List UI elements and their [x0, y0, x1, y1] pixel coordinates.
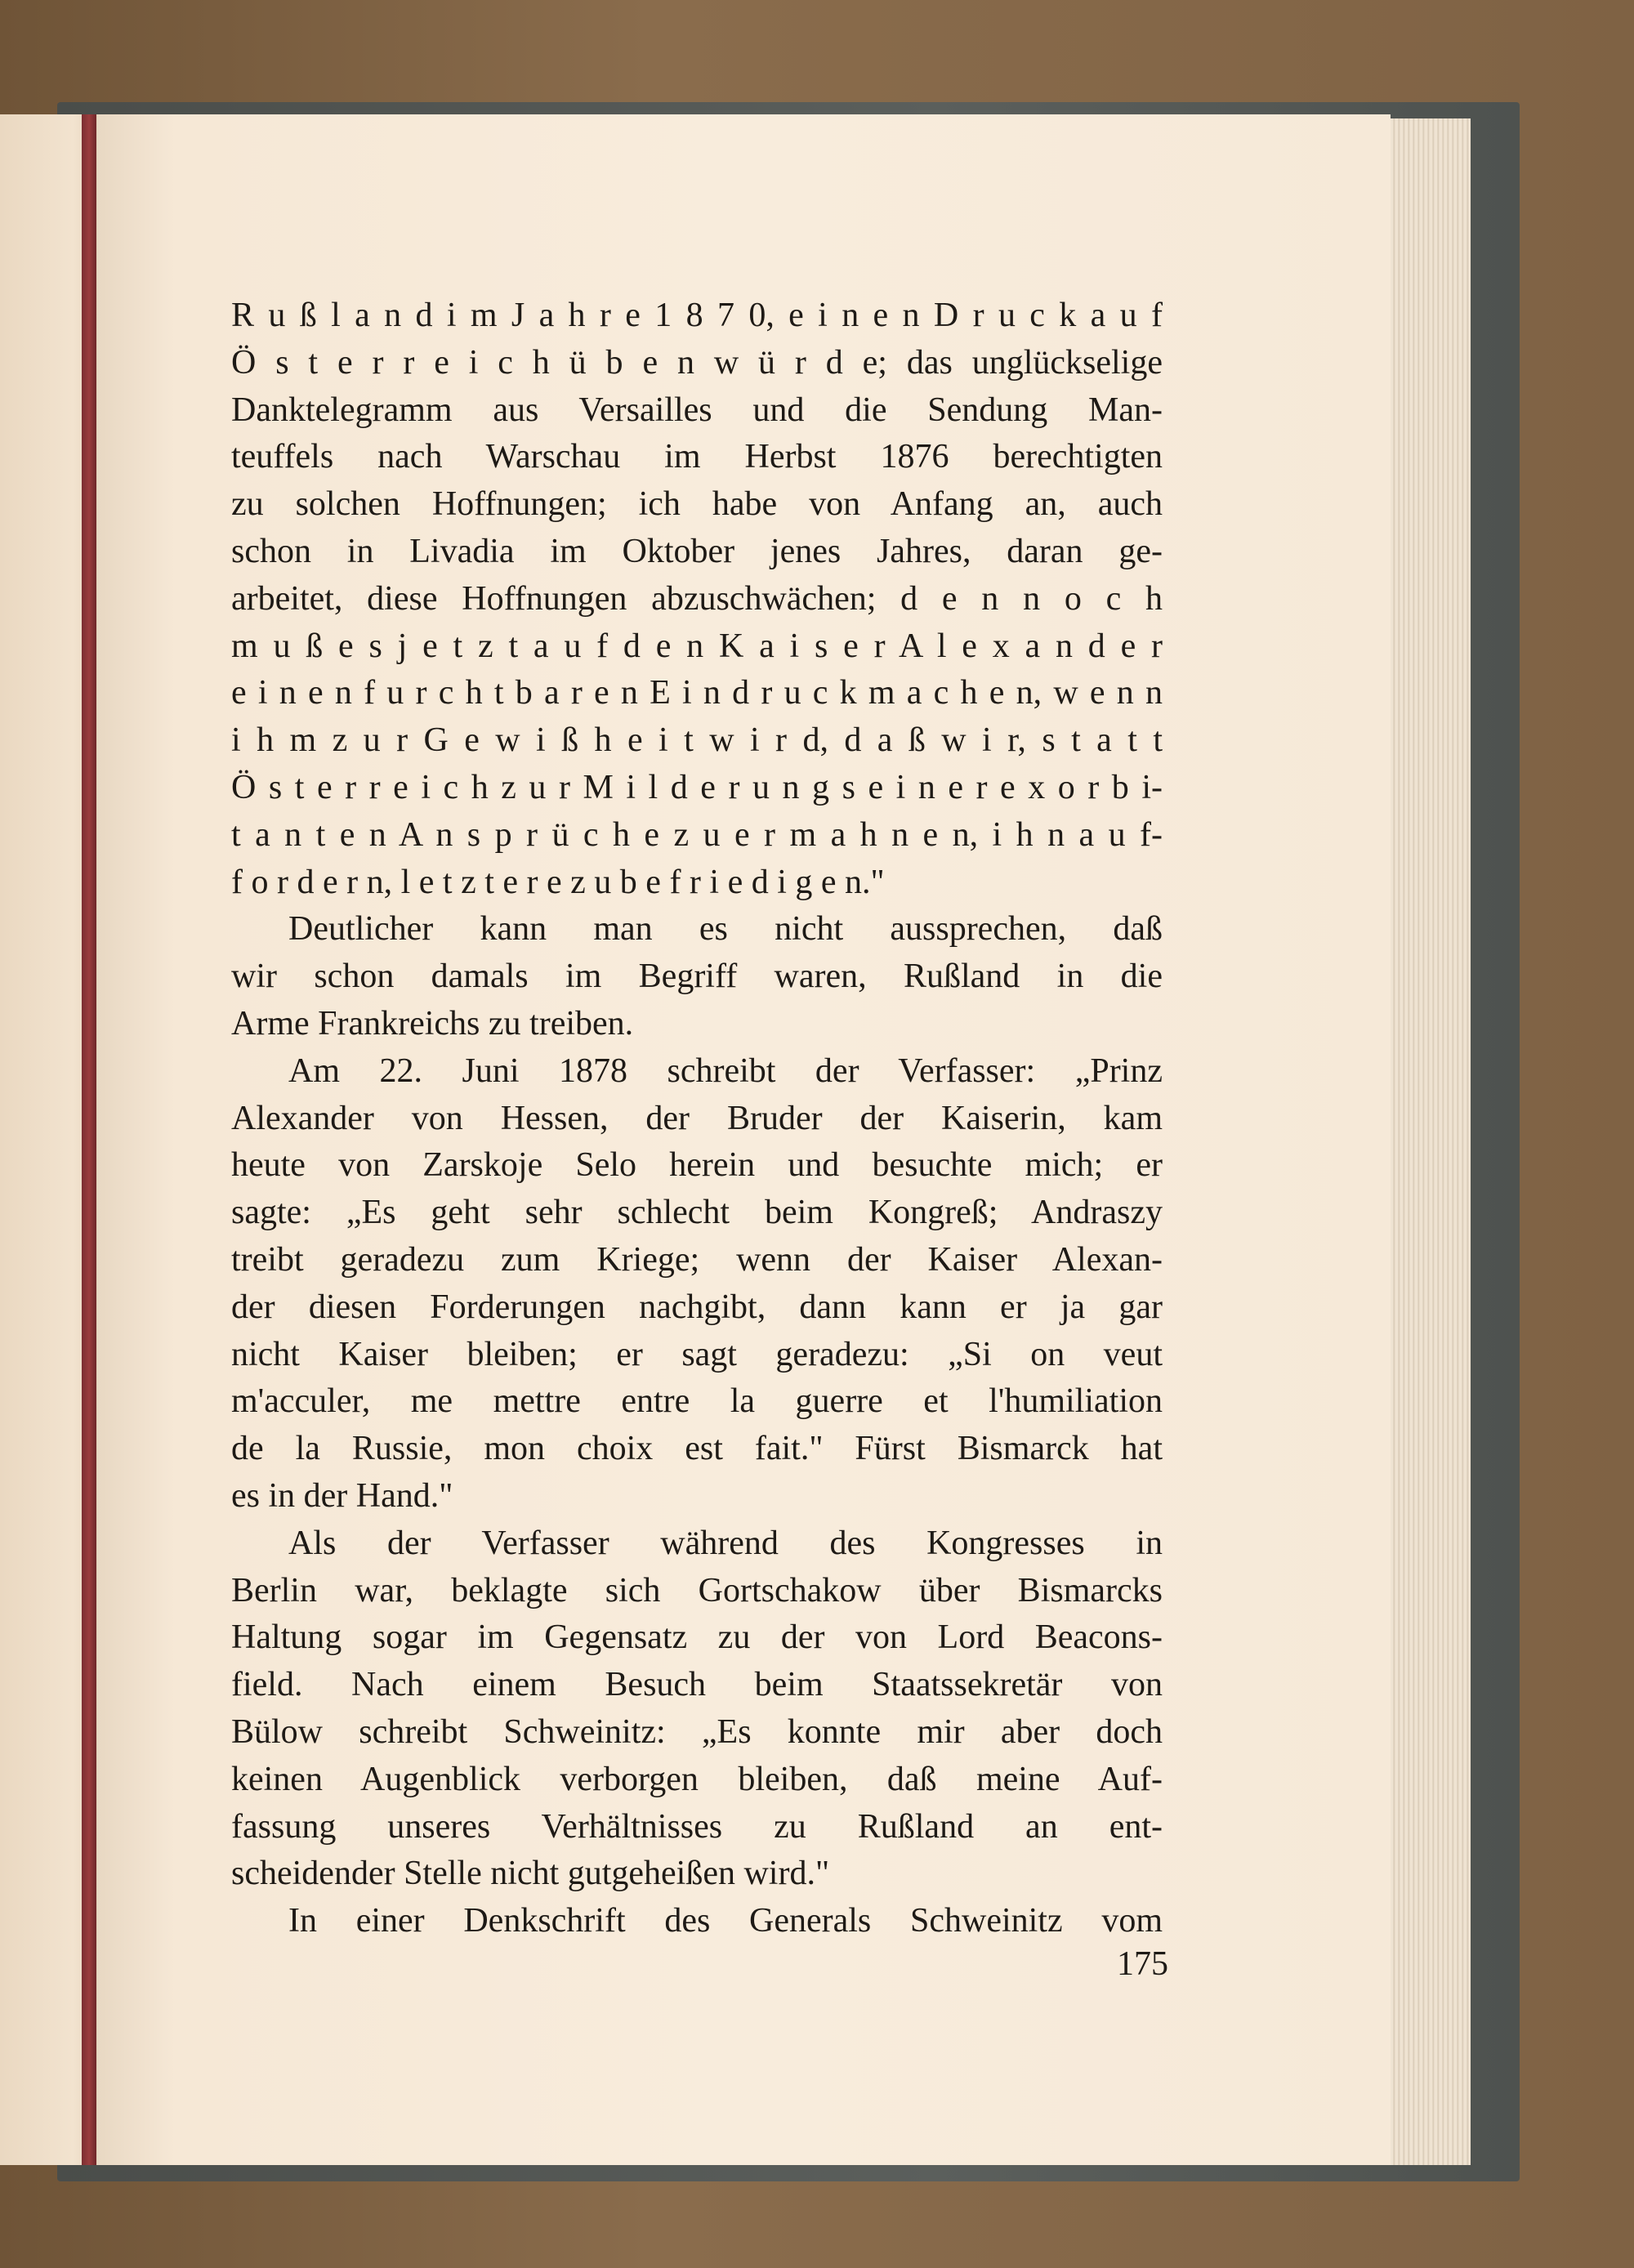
text-line: sagte: „Es geht sehr schlecht beim Kongreß; Andraszy	[231, 1194, 1163, 1232]
text-line: Als der Verfasser während des Kongresses in	[288, 1524, 1163, 1562]
text-line: schon in Livadia im Oktober jenes Jahres, daran ge-	[231, 532, 1163, 570]
text-line: f o r d e r n, l e t z t e r e z u b e f r i e d i g e n."	[231, 863, 885, 901]
page-stack-edges	[1381, 118, 1471, 2165]
text-line: Alexander von Hessen, der Bruder der Kaiserin, kam	[231, 1099, 1163, 1137]
text-line: de la Russie, mon choix est fait." Fürst Bismarck hat	[231, 1430, 1163, 1468]
text-line: treibt geradezu zum Kriege; wenn der Kaiser Alexan-	[231, 1240, 1163, 1279]
text-line: In einer Denkschrift des Generals Schweinitz vom	[288, 1902, 1163, 1940]
text-line: Bülow schreibt Schweinitz: „Es konnte mir aber doch	[231, 1712, 1163, 1751]
text-line: Arme Frankreichs zu treiben.	[231, 1004, 634, 1042]
text-line: Danktelegramm aus Versailles und die Sendung Man-	[231, 391, 1163, 429]
text-line: Berlin war, beklagte sich Gortschakow über Bismarcks	[231, 1571, 1163, 1609]
page-number: 175	[1117, 1945, 1168, 1983]
text-line: Ö s t e r r e i c h z u r M i l d e r u n g s e i n e r e x o r b i-	[231, 768, 1163, 806]
text-line: t a n t e n A n s p r ü c h e z u e r m a h n e n, i h n a u f-	[231, 815, 1163, 854]
text-line: es in der Hand."	[231, 1476, 453, 1515]
text-line: Ö s t e r r e i c h ü b e n w ü r d e; das unglückselige	[231, 343, 1163, 382]
text-line: i h m z u r G e w i ß h e i t w i r d, d a ß w i r, s t a t t	[231, 721, 1163, 760]
text-line: Haltung sogar im Gegensatz zu der von Lord Beacons-	[231, 1618, 1163, 1657]
text-line: R u ß l a n d i m J a h r e 1 8 7 0, e i n e n D r u c k a u f	[231, 297, 1163, 334]
text-line: der diesen Forderungen nachgibt, dann kann er ja gar	[231, 1288, 1163, 1326]
text-line: scheidender Stelle nicht gutgeheißen wird."	[231, 1855, 830, 1893]
text-line: teuffels nach Warschau im Herbst 1876 berechtigten	[231, 438, 1163, 476]
text-line: zu solchen Hoffnungen; ich habe von Anfang an, auch	[231, 485, 1163, 524]
text-line: heute von Zarskoje Selo herein und besuchte mich; er	[231, 1146, 1163, 1185]
text-line: keinen Augenblick verborgen bleiben, daß meine Auf-	[231, 1760, 1163, 1798]
text-line: Am 22. Juni 1878 schreibt der Verfasser: „Prinz	[288, 1051, 1163, 1090]
text-line: fassung unseres Verhältnisses zu Rußland an ent-	[231, 1807, 1163, 1846]
spine-binding	[82, 114, 96, 2165]
text-line: field. Nach einem Besuch beim Staatssekretär von	[231, 1666, 1163, 1704]
text-line: m'acculer, me mettre entre la guerre et l'humiliation	[231, 1382, 1163, 1421]
text-line: Deutlicher kann man es nicht aussprechen, daß	[288, 910, 1163, 949]
text-line: wir schon damals im Begriff waren, Rußland in die	[231, 958, 1163, 996]
text-line: nicht Kaiser bleiben; er sagt geradezu: „Si on veut	[231, 1335, 1163, 1373]
text-line: arbeitet, diese Hoffnungen abzuschwächen; d e n n o c h	[231, 579, 1163, 618]
text-line: e i n e n f u r c h t b a r e n E i n d r u c k m a c h e n, w e n n	[231, 674, 1163, 712]
body-text	[231, 292, 1163, 1945]
text-line: m u ß e s j e t z t a u f d e n K a i s e r A l e x a n d e r	[231, 627, 1163, 665]
